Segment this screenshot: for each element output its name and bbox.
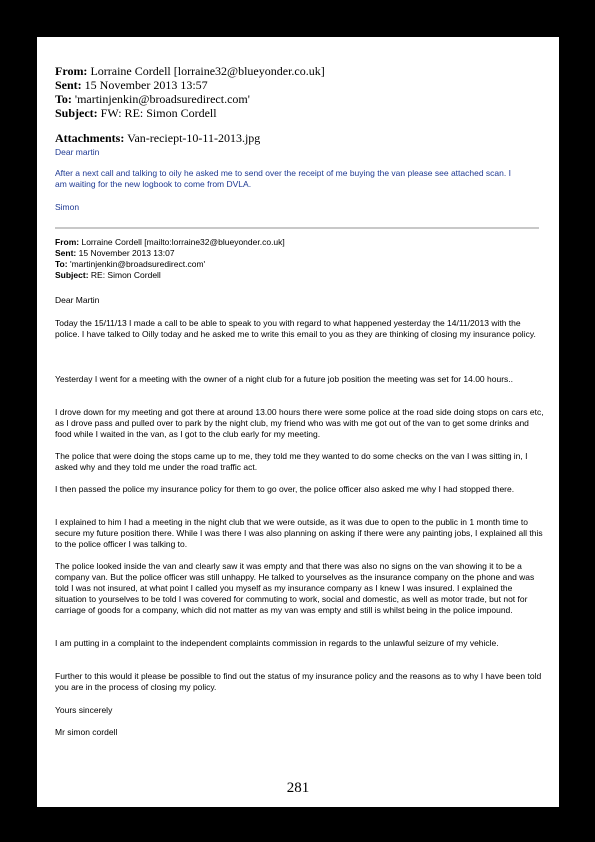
fwd-body-text: After a next call and talking to oily he asked me to send over the receipt of me buying the van please see attached scan. I am waiting for the new logbook to come from DVLA. bbox=[55, 168, 511, 189]
fwd-from-label: From: bbox=[55, 64, 88, 78]
fwd-attachments-value: Van-reciept-10-11-2013.jpg bbox=[127, 131, 261, 145]
fwd-sent-value: 15 November 2013 13:57 bbox=[84, 78, 208, 92]
orig-subject-line bbox=[55, 270, 161, 281]
paragraph-4: The police that were doing the stops came up to me, they told me they wanted to do some checks on the van I was sitting in, I asked why and they told me under the road traffic act. bbox=[55, 451, 528, 472]
orig-from-value: Lorraine Cordell [mailto:lorraine32@blueyonder.co.uk] bbox=[81, 237, 285, 247]
fwd-subject-line bbox=[55, 107, 217, 121]
paragraph-8: I am putting in a complaint to the independent complaints commission in regards to the unlawful seizure of my vehicle. bbox=[55, 638, 499, 648]
paragraph-7: The police looked inside the van and clearly saw it was empty and that there was also no signs on the van showing it to be a company van. But the police officer was still unhappy. He talked to yourselves as the insurance company on the phone and was told I was not insured, at what point I called you myself as my insurance company as I knew I was insured. I explained the situation to yourselves to be told I was covered for commuting to work, social and domestic, as well as motor trade, but not for carriage of goods for a company, which did not matter as my van was empty and still is whilst being in the police impound. bbox=[55, 561, 535, 615]
paragraph-5: I then passed the police my insurance policy for them to go over, the police officer also asked me why I had stopped there. bbox=[55, 484, 515, 494]
orig-sent-label: Sent: bbox=[55, 248, 77, 258]
orig-subject-value: RE: Simon Cordell bbox=[90, 270, 161, 280]
fwd-from-value: Lorraine Cordell [lorraine32@blueyonder.co.uk] bbox=[90, 64, 325, 78]
fwd-subject-label: Subject: bbox=[55, 106, 98, 120]
fwd-to-value: 'martinjenkin@broadsuredirect.com' bbox=[74, 92, 250, 106]
orig-greeting: Dear Martin bbox=[55, 295, 100, 305]
fwd-to-line bbox=[55, 93, 250, 107]
paragraph-2: Yesterday I went for a meeting with the owner of a night club for a future job position the meeting was set for 14.00 hours.. bbox=[55, 374, 514, 384]
fwd-sent-label: Sent: bbox=[55, 78, 82, 92]
fwd-attachments-label: Attachments: bbox=[55, 131, 125, 145]
fwd-attachments-line bbox=[55, 132, 260, 146]
fwd-greeting: Dear martin bbox=[55, 147, 100, 157]
orig-subject-label: Subject: bbox=[55, 270, 89, 280]
orig-sent-value: 15 November 2013 13:07 bbox=[78, 248, 175, 258]
fwd-to-label: To: bbox=[55, 92, 72, 106]
orig-to-value: 'martinjenkin@broadsuredirect.com' bbox=[69, 259, 206, 269]
orig-sent-line bbox=[55, 248, 175, 259]
paragraph-6: I explained to him I had a meeting in the night club that we were outside, as it was due to open to the public in 1 month time to secure my future position there. While I was there I was also planning on asking if there were any painting jobs, I explained all this to the police officer I was talking to. bbox=[55, 517, 543, 549]
fwd-subject-value: FW: RE: Simon Cordell bbox=[100, 106, 217, 120]
orig-from-line bbox=[55, 237, 285, 248]
signature: Mr simon cordell bbox=[55, 727, 118, 737]
page-number: 281 bbox=[286, 780, 310, 796]
paragraph-1: Today the 15/11/13 I made a call to be able to speak to you with regard to what happened yesterday the 14/11/2013 with the police. I have talked to Oilly today and he asked me to write this email to you as they are thinking of closing my insurance policy. bbox=[55, 318, 536, 339]
paragraph-3: I drove down for my meeting and got there at around 13.00 hours there were some police at the road side doing stops on cars etc, as I drove pass and pulled over to park by the night club, my friend who was with me got out of the van to get some drinks and food while I waited in the van, as I got to the club early for my meeting. bbox=[55, 407, 544, 439]
separator-rule bbox=[55, 227, 539, 229]
orig-to-line bbox=[55, 259, 205, 270]
orig-to-label: To: bbox=[55, 259, 68, 269]
orig-from-label: From: bbox=[55, 237, 80, 247]
fwd-signoff: Simon bbox=[55, 202, 80, 212]
fwd-from-line bbox=[55, 65, 325, 79]
closing: Yours sincerely bbox=[55, 705, 113, 715]
document-page bbox=[37, 37, 559, 807]
fwd-sent-line bbox=[55, 79, 208, 93]
paragraph-9: Further to this would it please be possible to find out the status of my insurance policy and the reasons as to why I have been told you are in the process of closing my policy. bbox=[55, 671, 542, 692]
